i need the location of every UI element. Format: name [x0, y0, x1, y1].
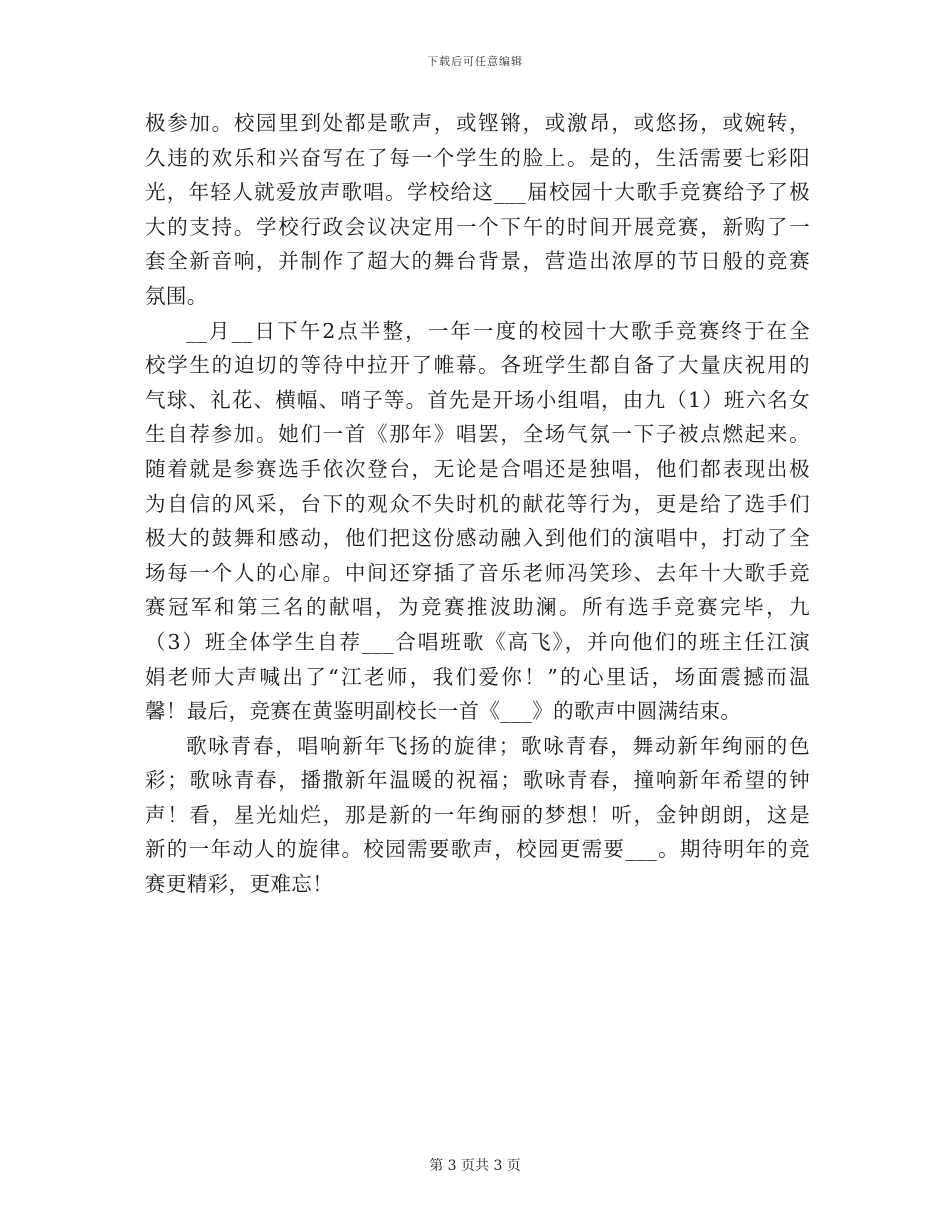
paragraph-2-line-6: 为自信的风采，台下的观众不失时机的献花等行为，更是给了选手们 — [145, 491, 810, 516]
page-header: 下载后可任意编辑 — [427, 55, 523, 68]
paragraph-3-line-3: 声！看，星光灿烂，那是新的一年绚丽的梦想！听，金钟朗朗，这是 — [145, 802, 810, 827]
paragraph-1-line-6: 氛围。 — [145, 283, 208, 308]
paragraph-2-line-7: 极大的鼓舞和感动，他们把这份感动融入到他们的演唱中，打动了全 — [145, 526, 810, 551]
paragraph-2-line-4: 生自荐参加。她们一首《那年》唱罢，全场气氛一下子被点燃起来。 — [145, 422, 810, 447]
paragraph-1-line-5: 套全新音响，并制作了超大的舞台背景，营造出浓厚的节日般的竞赛 — [145, 249, 810, 274]
paragraph-1-line-3: 光，年轻人就爱放声歌唱。学校给这___届校园十大歌手竞赛给予了极 — [145, 180, 810, 205]
paragraph-2-line-1: __月__日下午2点半整，一年一度的校园十大歌手竞赛终于在全 — [186, 318, 810, 343]
paragraph-2-line-9: 赛冠军和第三名的献唱，为竞赛推波助澜。所有选手竞赛完毕，九 — [145, 595, 810, 620]
paragraph-1-line-2: 久违的欢乐和兴奋写在了每一个学生的脸上。是的，生活需要七彩阳 — [145, 145, 810, 170]
paragraph-2-line-3: 气球、礼花、横幅、哨子等。首先是开场小组唱，由九（1）班六名女 — [145, 387, 810, 412]
paragraph-3-line-2: 彩；歌咏青春，播撒新年温暖的祝福；歌咏青春，撞响新年希望的钟 — [145, 768, 810, 793]
paragraph-2-line-11: 娟老师大声喊出了“江老师，我们爱你！”的心里话，场面震撼而温 — [145, 664, 810, 689]
paragraph-3-line-1: 歌咏青春，唱响新年飞扬的旋律；歌咏青春，舞动新年绚丽的色 — [186, 733, 810, 758]
paragraph-2-line-10: （3）班全体学生自荐___合唱班歌《高飞》，并向他们的班主任江演 — [145, 629, 810, 654]
paragraph-1-line-1: 极参加。校园里到处都是歌声，或铿锵，或激昂，或悠扬，或婉转， — [145, 111, 810, 135]
paragraph-2-line-2: 校学生的迫切的等待中拉开了帷幕。各班学生都自备了大量庆祝用的 — [145, 353, 810, 378]
paragraph-2-line-8: 场每一个人的心扉。中间还穿插了音乐老师冯笑珍、去年十大歌手竞 — [145, 560, 810, 585]
document-body — [145, 106, 810, 902]
paragraph-2-line-12: 馨！最后，竞赛在黄鉴明副校长一首《___》的歌声中圆满结束。 — [145, 699, 742, 724]
paragraph-2-line-5: 随着就是参赛选手依次登台，无论是合唱还是独唱，他们都表现出极 — [145, 456, 810, 481]
paragraph-3-line-4: 新的一年动人的旋律。校园需要歌声，校园更需要___。期待明年的竞 — [145, 837, 810, 862]
paragraph-1-line-4: 大的支持。学校行政会议决定用一个下午的时间开展竞赛，新购了一 — [145, 214, 810, 239]
page-number: 第 3 页共 3 页 — [429, 1158, 521, 1174]
paragraph-3-line-5: 赛更精彩，更难忘！ — [145, 872, 334, 897]
